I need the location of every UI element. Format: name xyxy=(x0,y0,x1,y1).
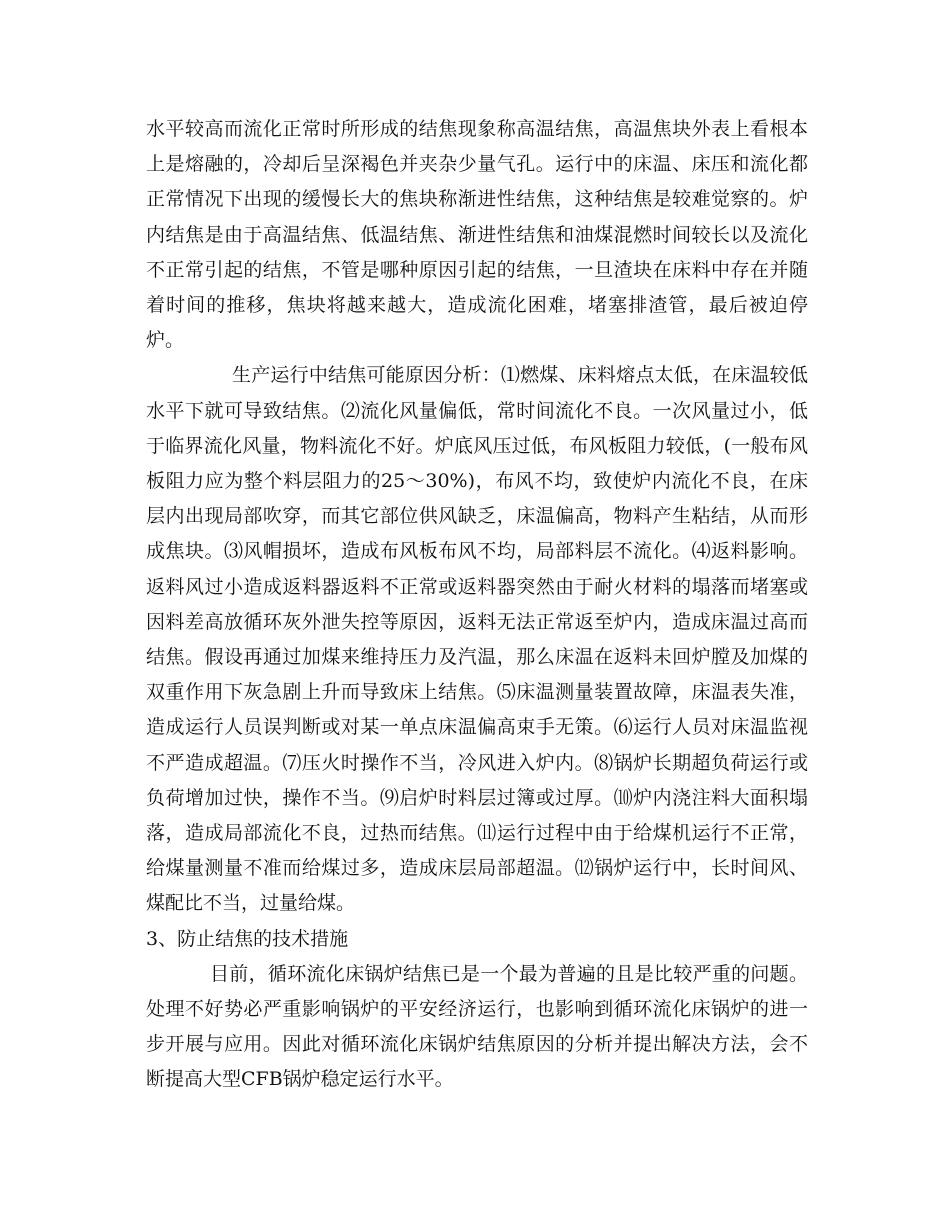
paragraph-high-temp-coking: 水平较高而流化正常时所形成的结焦现象称高温结焦，高温焦块外表上看根本上是熔融的，冷却后呈深褐色并夹杂少量气孔。运行中的床温、床压和流化都正常情况下出现的缓慢长大的焦块称渐进性结焦，这种结焦是较难觉察的。炉内结焦是由于高温结焦、低温结焦、渐进性结焦和油煤混燃时间较长以及流化不正常引起的结焦，不管是哪种原因引起的结焦，一旦渣块在床料中存在并随着时间的推移，焦块将越来越大，造成流化困难，堵塞排渣管，最后被迫停炉。 xyxy=(146,118,808,352)
paragraph-prevention-summary: 目前，循环流化床锅炉结焦已是一个最为普遍的且是比较严重的问题。处理不好势必严重影响锅炉的平安经济运行，也影响到循环流化床锅炉的进一步开展与应用。因此对循环流化床锅炉结焦原因的分析并提出解决方法，会不断提高大型CFB锅炉稳定运行水平。 xyxy=(146,962,808,1091)
section-heading-prevention-measures: 3、防止结焦的技术措施 xyxy=(146,927,349,950)
document-body xyxy=(146,112,808,1098)
paragraph-coking-cause-analysis: 生产运行中结焦可能原因分析：⑴燃煤、床料熔点太低，在床温较低水平下就可导致结焦。⑵流化风量偏低，常时间流化不良。一次风量过小，低于临界流化风量，物料流化不好。炉底风压过低，布风板阻力较低，(一般布风板阻力应为整个料层阻力的25～30%)，布风不均，致使炉内流化不良，在床层内出现局部吹穿，而其它部位供风缺乏，床温偏高，物料产生粘结，从而形成焦块。⑶风帽损坏，造成布风板布风不均，局部料层不流化。⑷返料影响。返料风过小造成返料器返料不正常或返料器突然由于耐火材料的塌落而堵塞或因料差高放循环灰外泄失控等原因，返料无法正常返至炉内，造成床温过高而结焦。假设再通过加煤来维持压力及汽温，那么床温在返料未回炉膛及加煤的双重作用下灰急剧上升而导致床上结焦。⑸床温测量装置故障，床温表失准，造成运行人员误判断或对某一单点床温偏高束手无策。⑹运行人员对床温监视不严造成超温。⑺压火时操作不当，冷风进入炉内。⑻锅炉长期超负荷运行或负荷增加过快，操作不当。⑼启炉时料层过簿或过厚。⑽炉内浇注料大面积塌落，造成局部流化不良，过热而结焦。⑾运行过程中由于给煤机运行不正常，给煤量测量不准而给煤过多，造成床层局部超温。⑿锅炉运行中，长时间风、煤配比不当，过量给煤。 xyxy=(146,364,808,915)
